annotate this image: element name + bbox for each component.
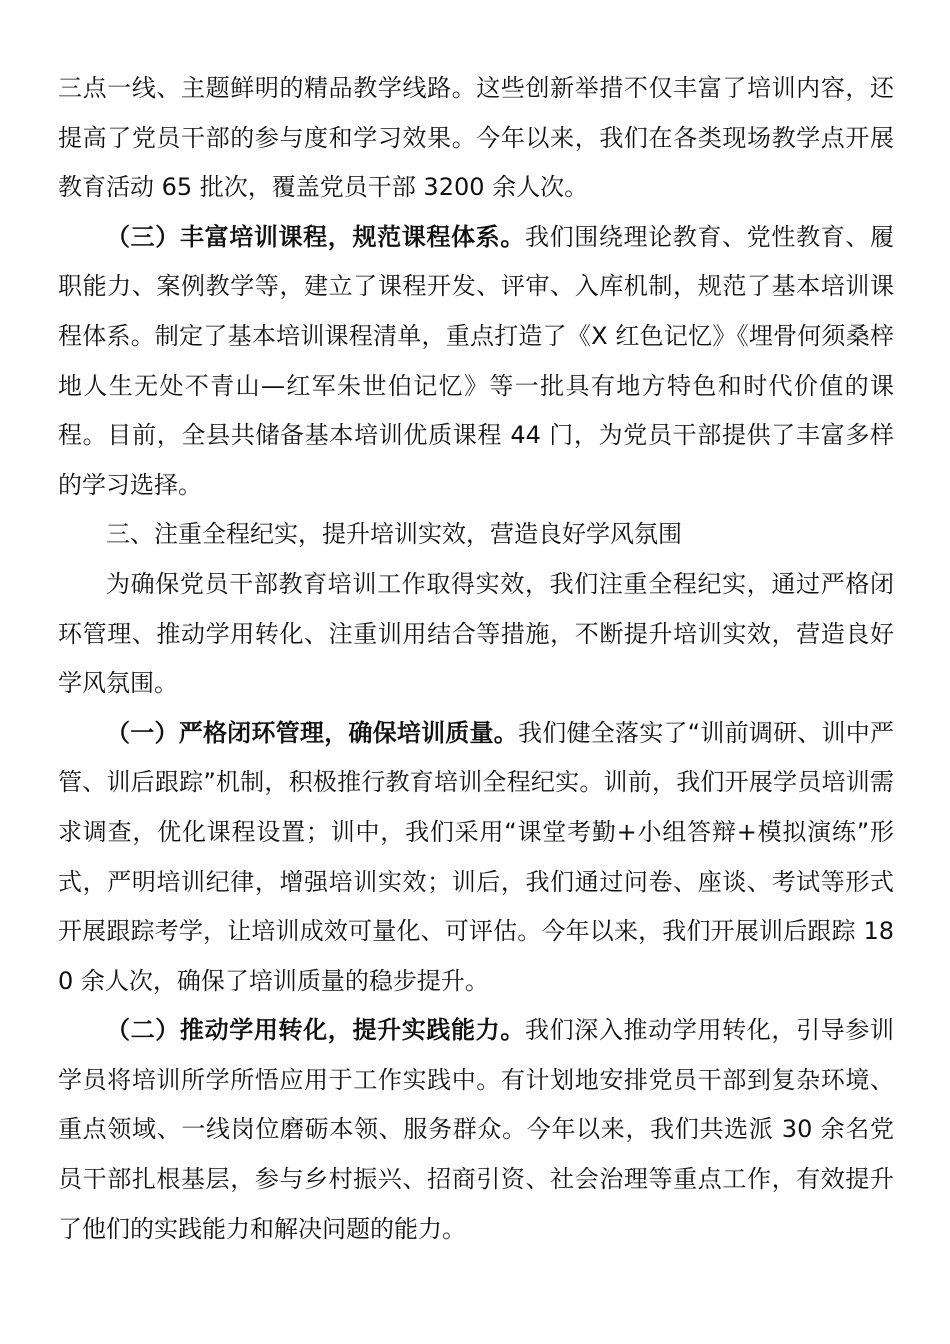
paragraph-section-intro: [58, 560, 894, 709]
paragraph-continuation: [58, 64, 894, 213]
paragraph-text: 我们围绕理论教育、党性教育、履职能力、案例教学等，建立了课程开发、评审、入库机制，规范了基本培训课程体系。制定了基本培训课程清单，重点打造了《X 红色记忆》《埋骨何须桑梓地人生无处不青山—红军朱世伯记忆》等一批具有地方特色和时代价值的课程。目前，全县共储备基本培训优质课程 44 门，为党员干部提供了丰富多样的学习选择。: [58, 222, 894, 499]
paragraph-lead-heading: （一）严格闭环管理，确保培训质量。: [106, 718, 519, 747]
paragraph-text: 三点一线、主题鲜明的精品教学线路。这些创新举措不仅丰富了培训内容，还提高了党员干部的参与度和学习效果。今年以来，我们在各类现场教学点开展教育活动 65 批次，覆盖党员干部 3200 余人次。: [58, 74, 894, 202]
paragraph-practice: [58, 1006, 894, 1254]
paragraph-text: 我们深入推动学用转化，引导参训学员将培训所学所悟应用于工作实践中。有计划地安排党员干部到复杂环境、重点领域、一线岗位磨砺本领、服务群众。今年以来，我们共选派 30 余名党员干部扎根基层，参与乡村振兴、招商引资、社会治理等重点工作，有效提升了他们的实践能力和解决问题的能力。: [58, 1016, 894, 1243]
document-page: [58, 64, 894, 1254]
paragraph-closed-loop: [58, 709, 894, 1007]
paragraph-text: 为确保党员干部教育培训工作取得实效，我们注重全程纪实，通过严格闭环管理、推动学用转化、注重训用结合等措施，不断提升培训实效，营造良好学风氛围。: [58, 569, 894, 698]
paragraph-text: 我们健全落实了“训前调研、训中严管、训后跟踪”机制，积极推行教育培训全程纪实。训前，我们开展学员培训需求调查，优化课程设置；训中，我们采用“课堂考勤+小组答辩+模拟演练”形式，严明培训纪律，增强培训实效；训后，我们通过问卷、座谈、考试等形式开展跟踪考学，让培训成效可量化、可评估。今年以来，我们开展训后跟踪 180 余人次，确保了培训质量的稳步提升。: [58, 718, 895, 995]
paragraph-lead-heading: （二）推动学用转化，提升实践能力。: [106, 1016, 525, 1045]
paragraph-lead-heading: （三）丰富培训课程，规范课程体系。: [106, 222, 525, 251]
section-heading-three: 三、注重全程纪实，提升培训实效，营造良好学风氛围: [106, 520, 682, 549]
paragraph-enrich-courses: [58, 213, 894, 511]
